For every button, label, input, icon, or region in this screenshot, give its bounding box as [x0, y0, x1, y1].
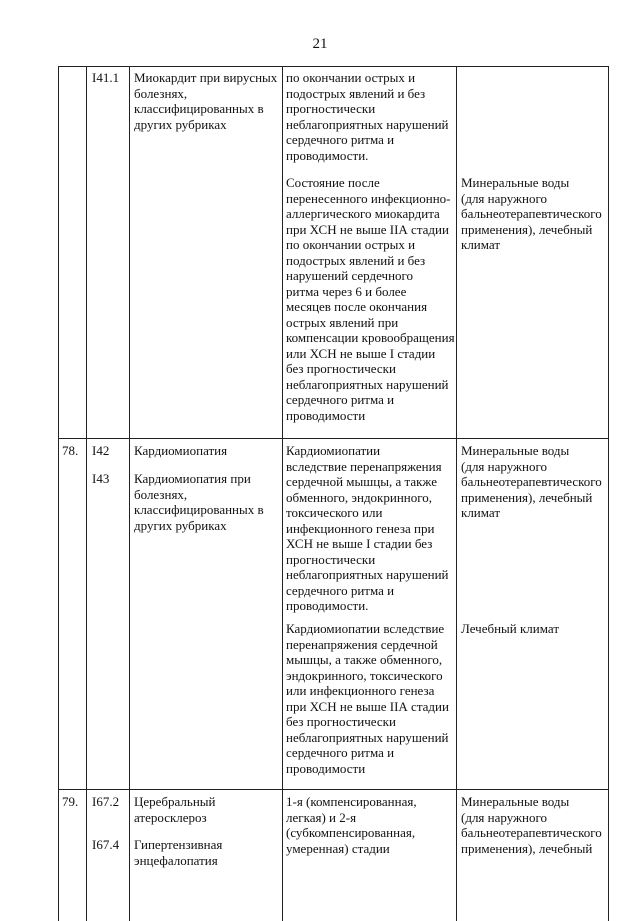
resort-factors-text: [461, 621, 559, 637]
text-line: перенесенного инфекционно-: [286, 190, 451, 206]
text-line: применения), лечебный: [461, 489, 593, 505]
text-line: классифицированных в: [134, 502, 264, 517]
text-line: (для наружного: [461, 809, 547, 825]
text-line: классифицированных в: [134, 101, 264, 116]
table-border-right: [608, 66, 609, 921]
text-line: Гипертензивная: [134, 837, 223, 852]
table-border-top: [58, 66, 609, 67]
text-line: компенсации кровообращения: [286, 330, 455, 345]
text-line: по окончании острых и: [286, 70, 416, 85]
text-line: или инфекционного генеза: [286, 683, 435, 698]
page-number: 21: [312, 36, 328, 52]
text-line: Церебральный: [134, 794, 216, 809]
text-line: при ХСН не выше IIА стадии: [286, 698, 449, 714]
text-line: по окончании острых и: [286, 237, 416, 252]
text-line: обменного, эндокринного,: [286, 489, 433, 505]
text-line: легкая) и 2-я: [286, 809, 357, 825]
text-line: Состояние после: [286, 175, 380, 190]
text-line: острых явлений при: [286, 314, 399, 330]
text-line: (для наружного: [461, 458, 547, 474]
text-line: проводимости: [286, 407, 366, 423]
row-number: 78.: [62, 443, 79, 458]
text-line: болезнях,: [134, 85, 188, 101]
text-line: проводимости.: [286, 598, 369, 613]
text-line: болезнях,: [134, 486, 188, 502]
text-line: применения), лечебный: [461, 840, 593, 856]
text-line: Лечебный климат: [461, 621, 560, 636]
text-line: прогностически: [286, 551, 376, 567]
condition-text: [286, 794, 417, 856]
diagnosis-text: [134, 837, 222, 868]
text-line: (субкомпенсированная,: [286, 825, 416, 840]
text-line: Кардиомиопатия: [134, 443, 228, 458]
text-line: сердечного ритма и: [286, 132, 395, 147]
text-line: климат: [461, 237, 501, 252]
text-line: инфекционного генеза при: [286, 520, 435, 536]
text-line: Минеральные воды: [461, 175, 570, 190]
text-line: бальнеотерапевтического: [461, 825, 602, 840]
condition-text: [286, 70, 449, 163]
text-line: неблагоприятных нарушений: [286, 567, 449, 582]
text-line: энцефалопатия: [134, 852, 218, 868]
disease-code: I67.4: [92, 837, 120, 852]
resort-factors-text: [461, 443, 602, 521]
diagnosis-text: [134, 471, 264, 533]
resort-factors-text: [461, 794, 602, 856]
text-line: проводимости: [286, 760, 366, 776]
disease-code: I42: [92, 443, 110, 458]
text-line: проводимости.: [286, 147, 369, 163]
disease-code: I41.1: [92, 70, 120, 85]
text-line: бальнеотерапевтического: [461, 206, 602, 221]
text-line: умеренная) стадии: [286, 840, 390, 856]
text-line: ХСН не выше I стадии без: [286, 536, 433, 551]
text-line: ритма через 6 и более: [286, 283, 407, 299]
table-divider-code: [129, 66, 130, 921]
table-divider-num: [86, 66, 87, 921]
table-divider-diagnosis: [282, 66, 283, 921]
text-line: эндокринного, токсического: [286, 667, 443, 683]
text-line: неблагоприятных нарушений: [286, 116, 449, 132]
text-line: сердечной мышцы, а также: [286, 474, 437, 489]
table-border-left: [58, 66, 59, 921]
text-line: Кардиомиопатии вследствие: [286, 621, 445, 636]
text-line: Кардиомиопатии: [286, 443, 381, 458]
row-number: 79.: [62, 794, 79, 809]
text-line: нарушений сердечного: [286, 268, 414, 283]
text-line: Кардиомиопатия при: [134, 471, 251, 486]
text-line: токсического или: [286, 505, 383, 520]
resort-factors-text: [461, 175, 602, 253]
text-line: или ХСН не выше I стадии: [286, 345, 436, 361]
text-line: без прогностически: [286, 361, 396, 376]
text-line: сердечного ритма и: [286, 582, 395, 598]
row-separator: [58, 438, 609, 439]
text-line: бальнеотерапевтического: [461, 474, 602, 489]
condition-text: [286, 621, 449, 776]
text-line: месяцев после окончания: [286, 299, 428, 314]
condition-text: [286, 175, 455, 423]
text-line: перенапряжения сердечной: [286, 636, 438, 652]
text-line: подострых явлений и без: [286, 85, 426, 101]
disease-code: I43: [92, 471, 110, 486]
text-line: других рубриках: [134, 116, 227, 132]
diagnosis-text: [134, 443, 227, 459]
text-line: при ХСН не выше IIА стадии: [286, 221, 449, 237]
text-line: неблагоприятных нарушений: [286, 729, 449, 745]
table-divider-condition: [456, 66, 457, 921]
row-separator: [58, 789, 609, 790]
text-line: мышцы, а также обменного,: [286, 652, 443, 667]
text-line: климат: [461, 505, 501, 520]
text-line: Миокардит при вирусных: [134, 70, 278, 85]
diagnosis-text: [134, 70, 277, 132]
text-line: атеросклероз: [134, 809, 207, 825]
condition-text: [286, 443, 449, 614]
disease-code: I67.2: [92, 794, 120, 809]
text-line: (для наружного: [461, 190, 547, 206]
text-line: других рубриках: [134, 517, 227, 533]
text-line: прогностически: [286, 101, 376, 116]
text-line: применения), лечебный: [461, 221, 593, 237]
text-line: аллергического миокардита: [286, 206, 440, 221]
text-line: 1-я (компенсированная,: [286, 794, 417, 809]
text-line: вследствие перенапряжения: [286, 458, 442, 474]
text-line: сердечного ритма и: [286, 392, 395, 407]
text-line: сердечного ритма и: [286, 745, 395, 760]
text-line: подострых явлений и без: [286, 252, 426, 268]
diagnosis-text: [134, 794, 216, 825]
text-line: неблагоприятных нарушений: [286, 376, 449, 392]
text-line: Минеральные воды: [461, 443, 570, 458]
text-line: без прогностически: [286, 714, 396, 729]
text-line: Минеральные воды: [461, 794, 570, 809]
